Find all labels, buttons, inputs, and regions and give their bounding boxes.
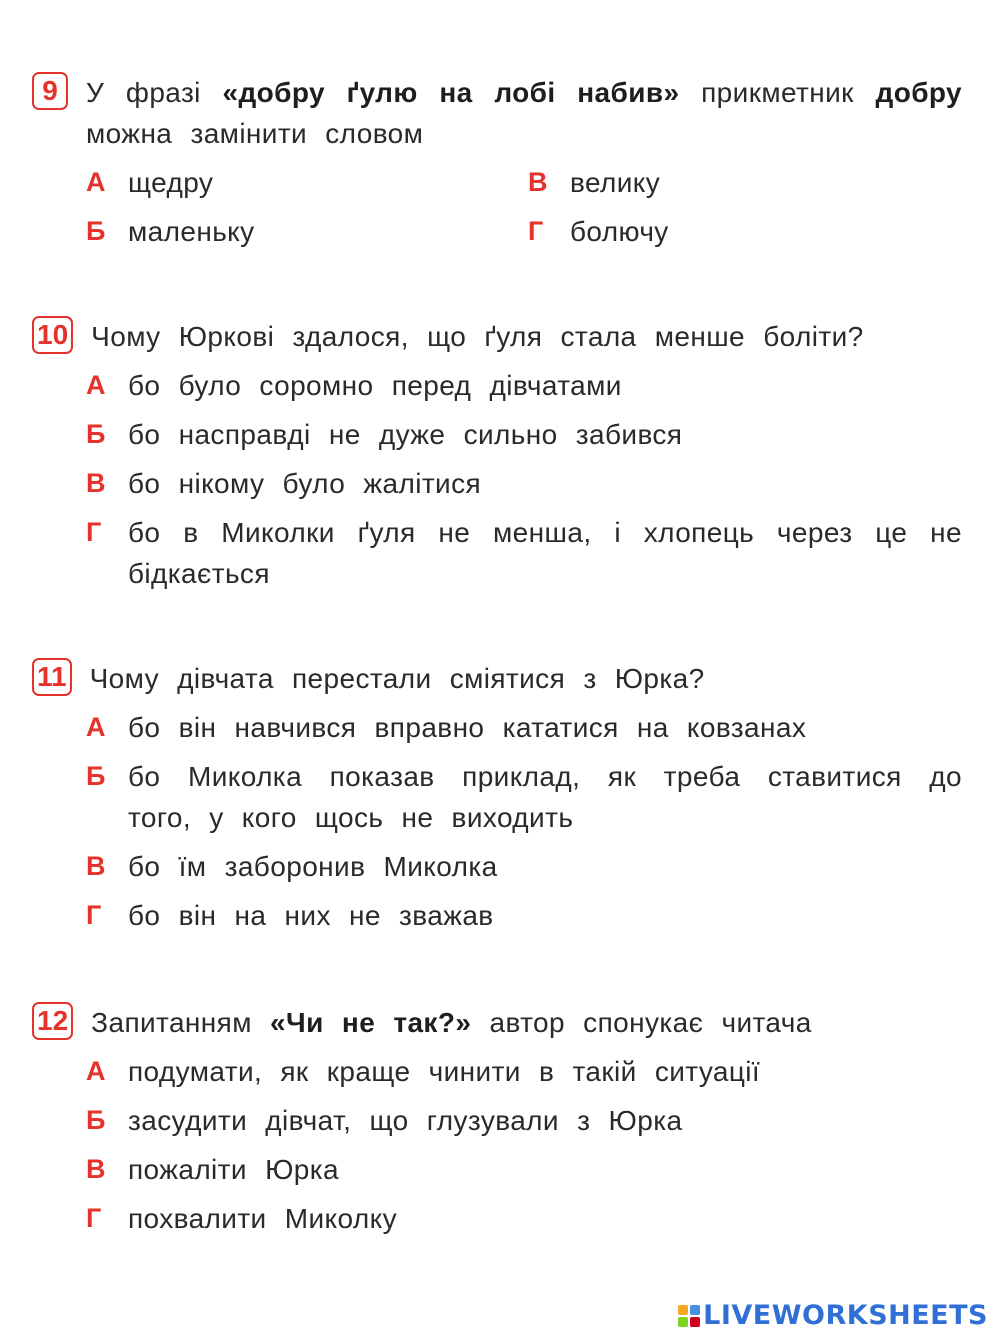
option-v[interactable] [86, 846, 962, 887]
option-letter: В [86, 468, 106, 498]
option-text: бо їм заборонив Миколка [128, 851, 498, 882]
option-text: пожаліти Юрка [128, 1154, 340, 1185]
option-b[interactable] [86, 211, 528, 252]
question-number: 12 [32, 1002, 73, 1040]
logo-cell [690, 1305, 700, 1315]
option-a[interactable] [86, 707, 962, 748]
liveworksheets-logo-icon [678, 1305, 700, 1327]
option-text: бо в Миколки ґуля не менша, і хлопець через це не бідкається [128, 517, 962, 589]
option-g[interactable] [86, 1198, 962, 1239]
question-number: 9 [32, 72, 68, 110]
answer-options [86, 1051, 962, 1239]
option-text: бо він на них не зважав [128, 900, 494, 931]
option-g[interactable] [528, 211, 928, 252]
question-9 [32, 72, 962, 252]
option-text: бо він навчився вправно кататися на ковзанах [128, 712, 807, 743]
option-v[interactable] [86, 463, 962, 504]
option-letter: Г [86, 900, 102, 930]
option-text: бо Миколка показав приклад, як треба ставитися до того, у кого щось не виходить [128, 761, 962, 833]
question-text-part: Запитанням [91, 1007, 271, 1038]
answer-options [86, 162, 962, 252]
option-text: велику [570, 167, 661, 198]
option-b[interactable] [86, 1100, 962, 1141]
option-text: бо було соромно перед дівчатами [128, 370, 622, 401]
answer-options [86, 707, 962, 936]
question-text-part: У фразі [86, 77, 223, 108]
question-header [32, 1002, 962, 1043]
option-a[interactable] [86, 1051, 962, 1092]
option-letter: А [86, 1056, 106, 1086]
option-text: подумати, як краще чинити в такій ситуації [128, 1056, 761, 1087]
quoted-phrase: «Чи не так?» [270, 1007, 472, 1038]
question-text: Чому Юркові здалося, що ґуля стала менше боліти? [91, 321, 864, 352]
option-g[interactable] [86, 512, 962, 594]
option-text: щедру [128, 167, 214, 198]
option-text: бо насправді не дуже сильно забився [128, 419, 683, 450]
liveworksheets-branding[interactable] [678, 1300, 988, 1331]
option-letter: В [86, 851, 106, 881]
answer-options [86, 365, 962, 594]
question-10 [32, 316, 962, 602]
option-v[interactable] [86, 1149, 962, 1190]
option-letter: Б [86, 419, 106, 449]
option-a[interactable] [86, 162, 528, 203]
option-text: маленьку [128, 216, 255, 247]
question-header [32, 72, 962, 154]
option-letter: Б [86, 1105, 106, 1135]
question-text [86, 72, 962, 154]
question-text-part: можна замінити словом [86, 118, 424, 149]
question-11 [32, 658, 962, 944]
option-text: похвалити Миколку [128, 1203, 397, 1234]
question-number: 10 [32, 316, 73, 354]
question-text-part: прикметник [679, 77, 876, 108]
option-letter: В [528, 167, 548, 197]
option-text: засудити дівчат, що глузували з Юрка [128, 1105, 683, 1136]
option-text: бо нікому було жалітися [128, 468, 482, 499]
option-b[interactable] [86, 756, 962, 838]
option-letter: Б [86, 761, 106, 791]
question-12 [32, 1002, 962, 1247]
option-letter: А [86, 712, 106, 742]
highlighted-word: добру [875, 77, 962, 108]
option-letter: Б [86, 216, 106, 246]
option-v[interactable] [528, 162, 928, 203]
option-letter: А [86, 370, 106, 400]
option-g[interactable] [86, 895, 962, 936]
question-text-part: автор спонукає читача [471, 1007, 812, 1038]
question-header [32, 316, 962, 357]
option-letter: Г [86, 1203, 102, 1233]
option-letter: А [86, 167, 106, 197]
brand-name: LIVEWORKSHEETS [703, 1300, 988, 1331]
option-letter: В [86, 1154, 106, 1184]
option-letter: Г [528, 216, 544, 246]
question-text [91, 1002, 962, 1043]
question-text: Чому дівчата перестали сміятися з Юрка? [89, 663, 705, 694]
logo-cell [678, 1317, 688, 1327]
option-letter: Г [86, 517, 102, 547]
logo-cell [690, 1317, 700, 1327]
option-a[interactable] [86, 365, 962, 406]
logo-cell [678, 1305, 688, 1315]
option-text: болючу [570, 216, 669, 247]
question-number: 11 [32, 658, 72, 696]
option-b[interactable] [86, 414, 962, 455]
quoted-phrase: «добру ґулю на лобі набив» [222, 77, 680, 108]
question-header [32, 658, 962, 699]
